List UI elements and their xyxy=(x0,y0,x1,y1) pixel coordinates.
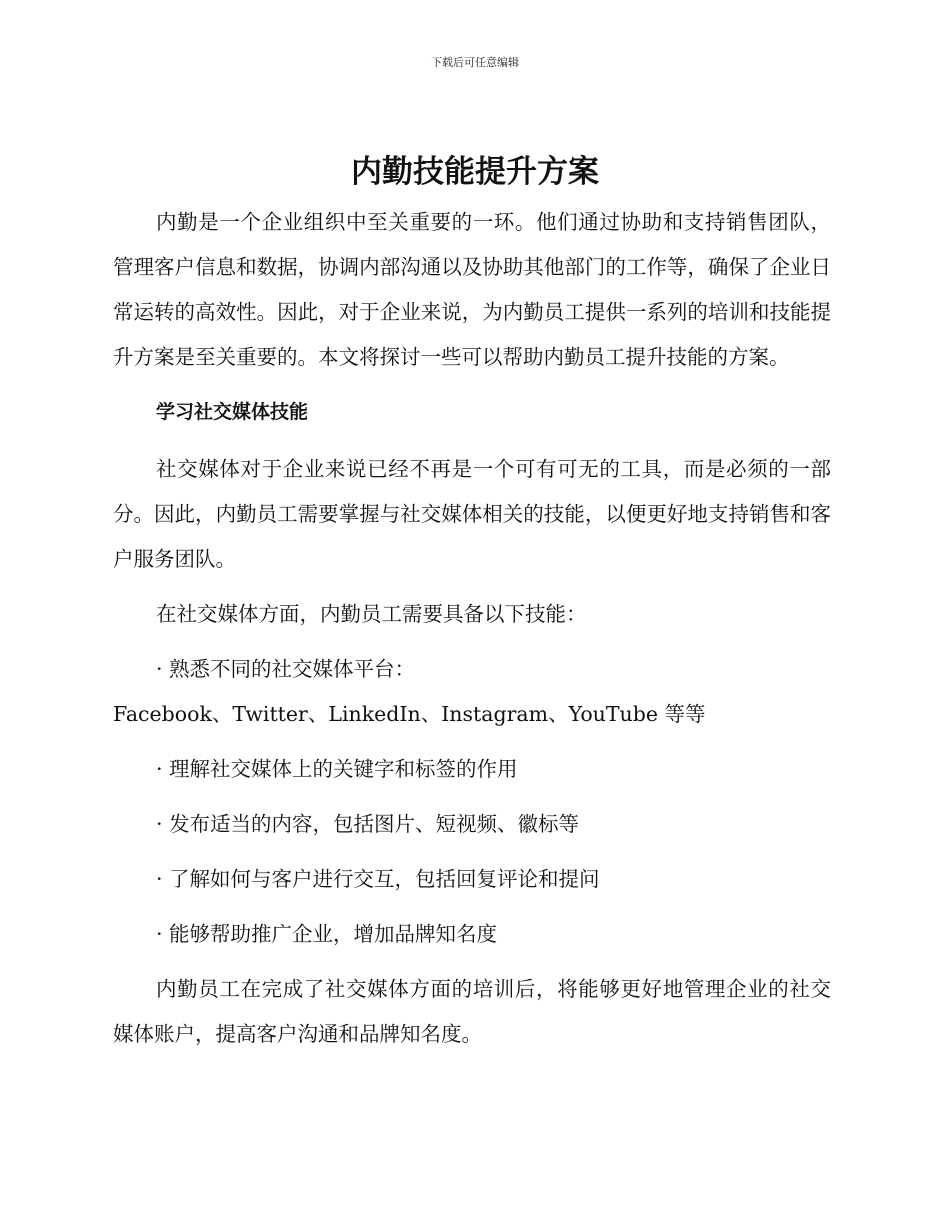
section-heading: 学习社交媒体技能 xyxy=(156,401,309,423)
section-paragraph-3: 内勤员工在完成了社交媒体方面的培训后，将能够更好地管理企业的社交媒体账户，提高客户沟通和品牌知名度。 xyxy=(113,977,831,1046)
bullet-item-keywords: · 理解社交媒体上的关键字和标签的作用 xyxy=(156,757,518,781)
bullet-item-promotion: · 能够帮助推广企业，增加品牌知名度 xyxy=(156,922,498,946)
header-note: 下载后可任意编辑 xyxy=(431,56,519,69)
bullet-item-content: · 发布适当的内容，包括图片、短视频、徽标等 xyxy=(156,812,580,836)
bullet-item-platforms-list: Facebook、Twitter、LinkedIn、Instagram、YouTube 等等 xyxy=(113,702,706,726)
document-body xyxy=(113,200,831,1057)
section-paragraph-1: 社交媒体对于企业来说已经不再是一个可有可无的工具，而是必须的一部分。因此，内勤员工需要掌握与社交媒体相关的技能，以便更好地支持销售和客户服务团队。 xyxy=(113,457,831,571)
bullet-item-platforms: · 熟悉不同的社交媒体平台： xyxy=(156,657,416,681)
intro-paragraph: 内勤是一个企业组织中至关重要的一环。他们通过协助和支持销售团队，管理客户信息和数据，协调内部沟通以及协助其他部门的工作等，确保了企业日常运转的高效性。因此，对于企业来说，为内勤员工提供一系列的培训和技能提升方案是至关重要的。本文将探讨一些可以帮助内勤员工提升技能的方案。 xyxy=(113,210,831,369)
document-title: 内勤技能提升方案 xyxy=(351,154,599,190)
bullet-item-interaction: · 了解如何与客户进行交互，包括回复评论和提问 xyxy=(156,867,600,891)
section-paragraph-2: 在社交媒体方面，内勤员工需要具备以下技能： xyxy=(156,602,587,626)
